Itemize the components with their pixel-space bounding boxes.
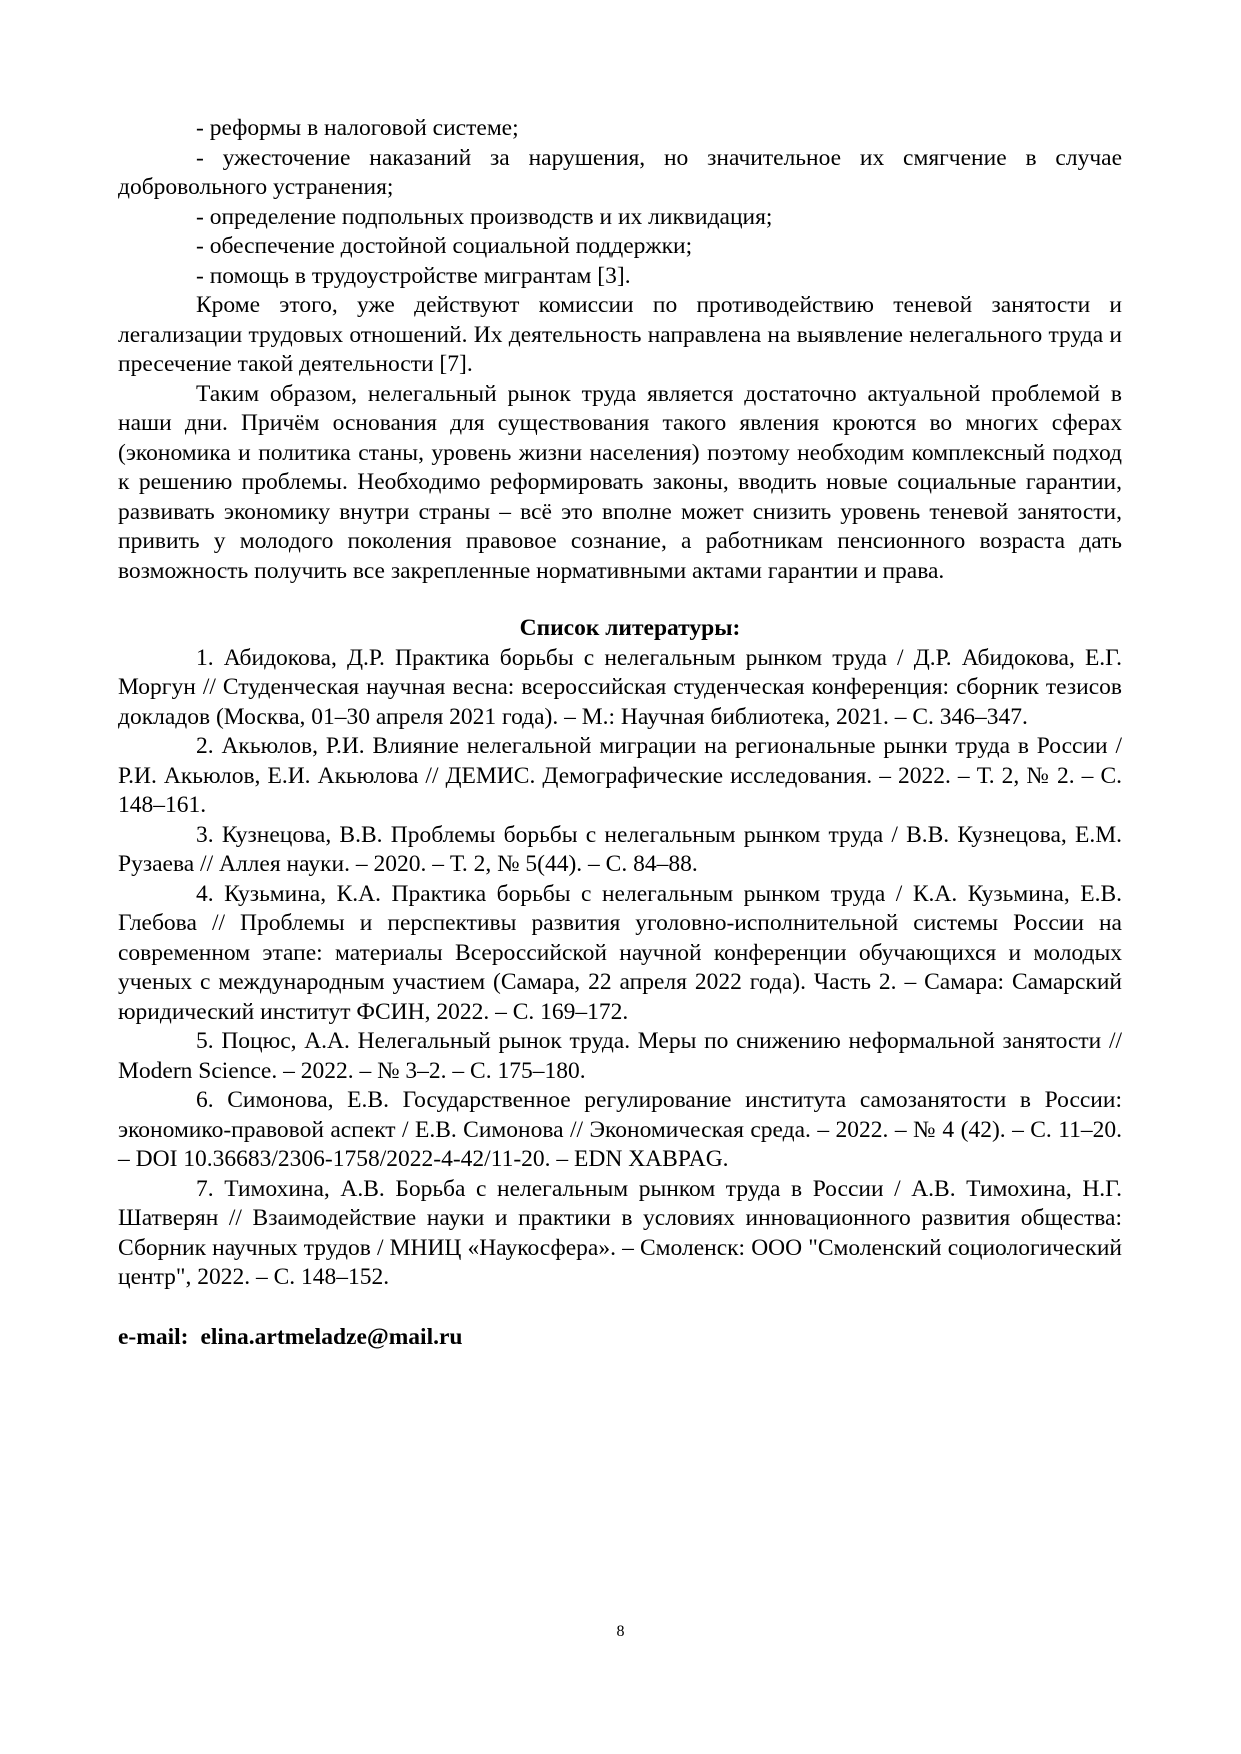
list-item: - помощь в трудоустройстве мигрантам [3].: [196, 262, 631, 289]
reference-item: 3. Кузнецова, В.В. Проблемы борьбы с нелегальным рынком труда / В.В. Кузнецова, Е.М. Рузаева // Аллея науки. – 2020. – Т. 2, № 5(44). – С. 84–88.: [118, 821, 1122, 877]
list-item: - определение подпольных производств и их ликвидация;: [196, 203, 773, 230]
reference-item: 2. Акьюлов, Р.И. Влияние нелегальной миграции на региональные рынки труда в России / Р.И. Акьюлов, Е.И. Акьюлова // ДЕМИС. Демографические исследования. – 2022. – Т. 2, № 2. – С. 148–161.: [118, 733, 1122, 818]
reference-item: 7. Тимохина, А.В. Борьба с нелегальным рынком труда в России / А.В. Тимохина, Н.Г. Шатверян // Взаимодействие науки и практики в условиях инновационного развития общества: Сборник научных трудов / МНИЦ «Наукосфера». – Смоленск: ООО "Смоленский социологический центр", 2022. – С. 148–152.: [118, 1175, 1122, 1290]
email-line: [118, 1323, 1122, 1353]
reference-item: 6. Симонова, Е.В. Государственное регулирование института самозанятости в России: экономико-правовой аспект / Е.В. Симонова // Экономическая среда. – 2022. – № 4 (42). – С. 11–20. – DOI 10.36683/2306-1758/2022-4-42/11-20. – EDN XABPAG.: [118, 1087, 1122, 1172]
references-heading: Список литературы:: [519, 615, 741, 641]
list-item: - реформы в налоговой системе;: [196, 115, 519, 141]
email-address: elina.artmeladze@mail.ru: [200, 1323, 463, 1350]
email-label: e-mail:: [118, 1323, 189, 1350]
paragraph-conclusion: Таким образом, нелегальный рынок труда является достаточно актуальной проблемой в наши дни. Причём основания для существования такого явления кроются во многих сферах (экономика и политика станы, уровень жизни населения) поэтому необходим комплексный подход к решению проблемы. Необходимо реформировать законы, вводить новые социальные гарантии, развивать экономику внутри страны – всё это вполне может снизить уровень теневой занятости, привить у молодого поколения правовое сознание, а работникам пенсионного возраста дать возможность получить все закрепленные нормативными актами гарантии и права.: [118, 380, 1122, 584]
reference-item: 4. Кузьмина, К.А. Практика борьбы с нелегальным рынком труда / К.А. Кузьмина, Е.В. Глебова // Проблемы и перспективы развития уголовно-исполнительной системы России на современном этапе: материалы Всероссийской научной конференции обучающихся и молодых ученых с международным участием (Самара, 22 апреля 2022 года). Часть 2. – Самара: Самарский юридический институт ФСИН, 2022. – С. 169–172.: [118, 880, 1122, 1025]
page-number: 8: [616, 1623, 625, 1640]
paragraph-commissions: Кроме этого, уже действуют комиссии по противодействию теневой занятости и легализации трудовых отношений. Их деятельность направлена на выявление нелегального труда и пресечение такой деятельности [7].: [118, 292, 1122, 377]
list-item: - обеспечение достойной социальной поддержки;: [196, 233, 693, 259]
reference-item: 1. Абидокова, Д.Р. Практика борьбы с нелегальным рынком труда / Д.Р. Абидокова, Е.Г. Моргун // Студенческая научная весна: всероссийская студенческая конференция: сборник тезисов докладов (Москва, 01–30 апреля 2021 года). – М.: Научная библиотека, 2021. – С. 346–347.: [118, 644, 1122, 730]
page-body: [118, 114, 1122, 1352]
reference-item: 5. Поцюс, А.А. Нелегальный рынок труда. Меры по снижению неформальной занятости // Modern Science. – 2022. – № 3–2. – С. 175–180.: [118, 1028, 1122, 1084]
list-item: - ужесточение наказаний за нарушения, но значительное их смягчение в случае добровольного устранения;: [118, 144, 1122, 200]
